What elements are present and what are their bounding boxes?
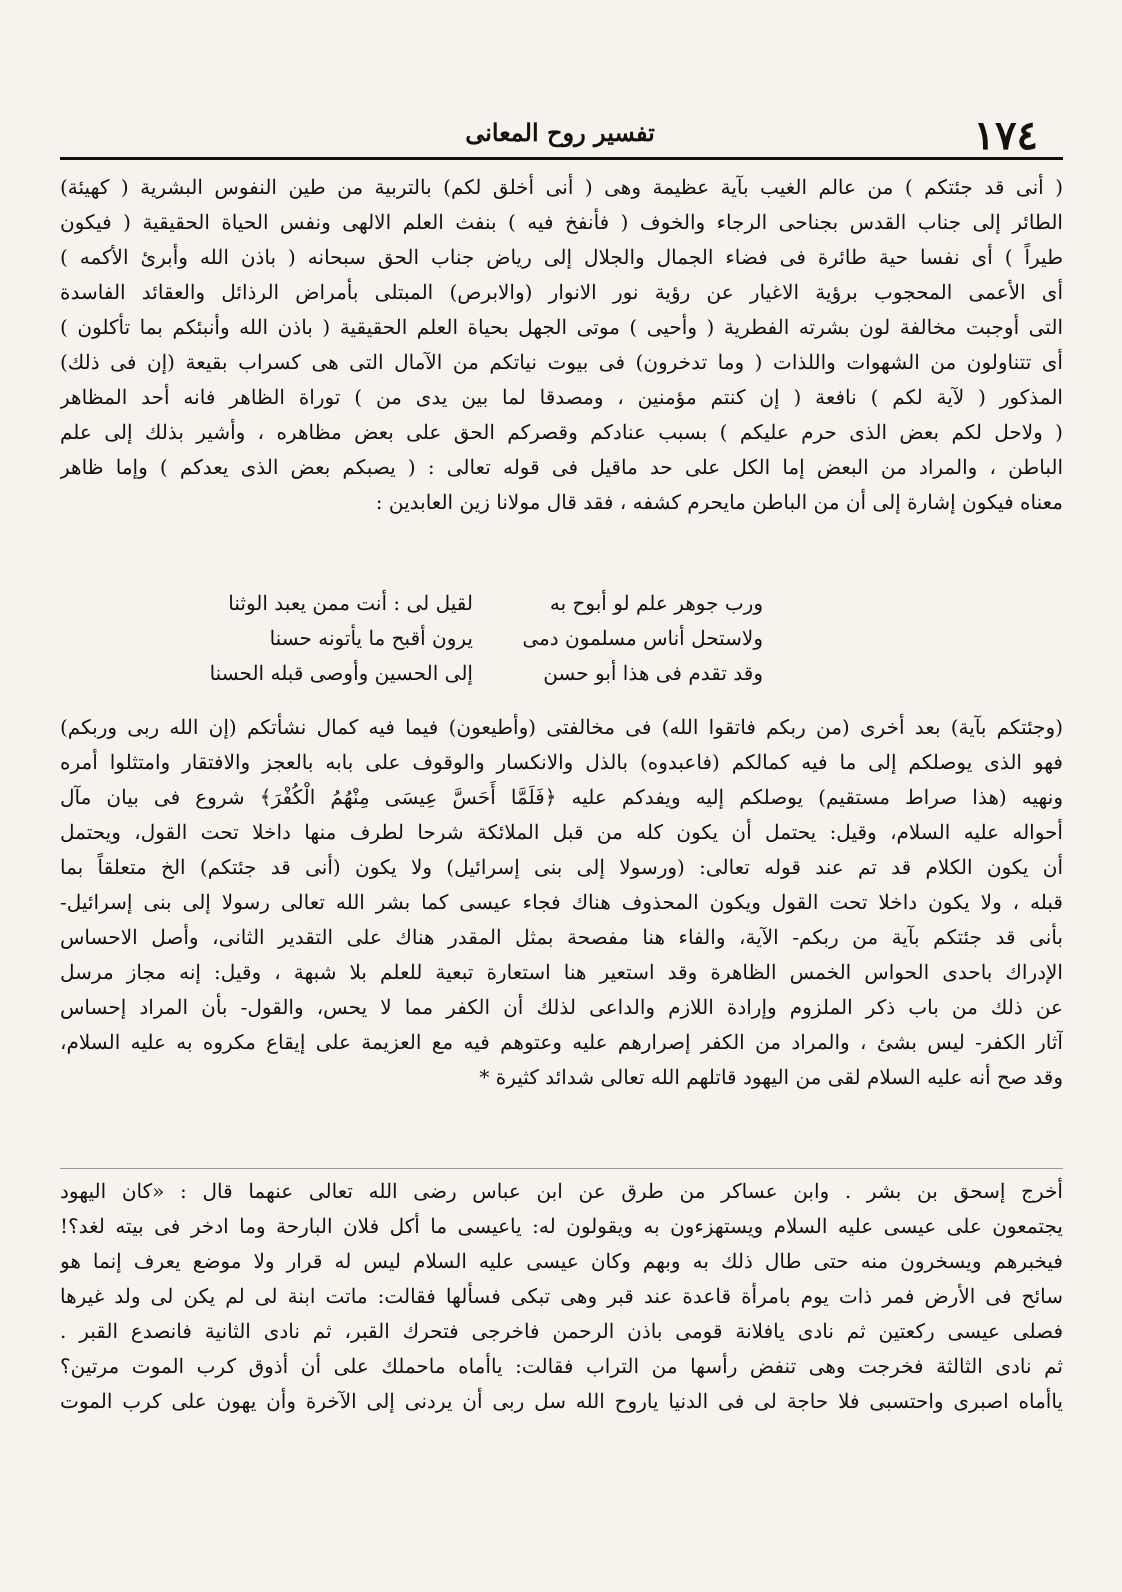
text-line: (وجئتكم بآية) بعد أخرى (من ربكم فاتقوا الله) فى مخالفتى (وأطيعون) فيما فيه كمال نشأتكم (إن الله ربى وربكم) [60,715,1063,739]
poem-hemistich: إلى الحسين وأوصى قبله الحسنا [209,661,473,685]
text-line: أن يكون الكلام قد تم عند قوله تعالى: (ورسولا إلى بنى إسرائيل) ولا يكون (أنى قد جئتكم) الخ متعلقاً بما [60,855,1063,879]
text-line: أى الأعمى المحجوب برؤية الاغيار عن رؤية نور الانوار (والابرص) المبتلى بأمراض الرذائل والعقائد الفاسدة [60,280,1063,304]
text-line: أى تتناولون من الشهوات واللذات ( وما تدخرون) فى بيوت نياتكم من الآمال التى هى كسراب بقيعة (إن فى ذلك) [60,350,1063,374]
text-line: التى أوجبت مخالفة لون بشرته الفطرية ( وأحيى ) موتى الجهل بحياة العلم الحقيقية ( باذن الله وأنبئكم بما تأكلون ) [60,315,1063,339]
text-line: بأنى قد جئتكم بآية من ربكم- الآية، والفاء هنا مفصحة بمثل المقدر هناك على التقدير الثانى، وأصل الاحساس [60,925,1063,949]
commentary-block-2 [60,710,1063,1095]
poem-verse [60,586,1063,621]
poem-hemistich: يرون أقبح ما يأتونه حسنا [269,626,473,650]
running-title: تفسير روح المعانى [465,118,655,147]
poem-verses [60,586,1063,691]
page-number: ١٧٤ [973,112,1038,159]
header-rule [60,157,1063,160]
poem-hemistich: ولاستحل أناس مسلمون دمى [522,626,763,650]
section-divider [60,1168,1063,1169]
text-line: الباطن ، والمراد من البعض إما الكل على حد ماقيل فى قوله تعالى : ( يصبكم بعض الذى يعدكم ) وإما ظاهر [60,455,1063,479]
text-line: فيخبرهم ويسخرون منه حتى طال ذلك به وبهم وكان عيسى عليه السلام ليس له قرار ولا موضع يعرف إنما هو [60,1249,1063,1273]
text-line: الإدراك باحدى الحواس الخمس الظاهرة وقد استعير هنا استعارة تبعية للعلم بلا شبهة ، وقيل: إنه مجاز مرسل [60,960,1063,984]
poem-hemistich: ورب جوهر علم لو أبوح به [549,591,763,615]
poem-hemistich: وقد تقدم فى هذا أبو حسن [543,661,763,685]
text-line: أحواله عليه السلام، وقيل: يحتمل أن يكون كله من قبل الملائكة شرحا لطرف منها داخلا تحت القول، ويحتمل [60,820,1063,844]
text-line: فهو الذى يوصلكم إلى ما فيه كمالكم (فاعبدوه) بالذل والانكسار والوقوف على بابه بالعجز والافتقار وامتثلوا أمره [60,750,1063,774]
narration-block [60,1174,1063,1419]
text-line: ( ولاحل لكم بعض الذى حرم عليكم ) بسبب عنادكم وقصركم الحق على بعض مظاهره ، وأشير بذلك إلى علم [60,420,1063,444]
text-line: معناه فيكون إشارة إلى أن من الباطن مايحرم كشفه ، فقد قال مولانا زين العابدين : [375,490,1063,514]
text-line: يجتمعون على عيسى عليه السلام ويستهزءون به ويقولون له: ياعيسى ما أكل فلان البارحة وما ادخر فى بيته لغد؟! [60,1214,1063,1238]
text-line: فصلى عيسى ركعتين ثم نادى يافلانة قومى باذن الرحمن فاخرجى فتحرك القبر، ثم نادى الثانية فانصدع القبر . [60,1319,1063,1343]
poem-hemistich: لقيل لى : أنت ممن يعبد الوثنا [228,591,473,615]
poem-verse [60,621,1063,656]
text-line: ثم نادى الثالثة فخرجت وهى تنفض رأسها من التراب فقالت: ياأماه ماحملك على أن أذوق كرب الموت مرتين؟ [60,1354,1063,1378]
page-header [60,108,1060,160]
text-line: آثار الكفر- ليس بشئ ، والمراد من الكفر إصرارهم عليه وعتوهم فيه مع العزيمة على إيقاع مكروه به عليه السلام، [60,1030,1063,1054]
text-line: وقد صح أنه عليه السلام لقى من اليهود قاتلهم الله تعالى شدائد كثيرة * [479,1065,1063,1089]
text-line: الطائر إلى جناب القدس بجناحى الرجاء والخوف ( فأنفخ فيه ) بنفث العلم الالهى ونفس الحياة الحقيقية ( فيكون [60,210,1063,234]
text-line: ونهيه (هذا صراط مستقيم) يوصلكم إليه ويفدكم عليه ﴿فَلَمَّا أَحَسَّ عِيسَى مِنْهُمُ الْكُفْرَ﴾ شروع فى بيان مآل [60,785,1063,809]
text-line: ياأماه اصبرى واحتسبى فلا حاجة لى فى الدنيا ياروح الله سل ربى أن يردنى إلى الآخرة وأن يهون على كرب الموت [60,1389,1063,1413]
commentary-block-1 [60,170,1063,520]
text-line: طيراً ) أى نفسا حية طائرة فى فضاء الجمال والجلال إلى رياض جناب الحق سبحانه ( باذن الله وأبرئ الأكمه ) [60,245,1063,269]
text-line: سائح فى الأرض فمر ذات يوم بامرأة قاعدة عند قبر وهى تبكى فسألها فقالت: ماتت ابنة لى لم يكن لى ولد غيرها [60,1284,1063,1308]
text-line: ( أنى قد جئتكم ) من عالم الغيب بآية عظيمة وهى ( أنى أخلق لكم) بالتربية من طين النفوس البشرية ( كهيئة) [60,175,1063,199]
text-line: أخرج إسحق بن بشر . وابن عساكر من طرق عن ابن عباس رضى الله تعالى عنهما قال : «كان اليهود [60,1179,1063,1203]
text-line: المذكور ( لآية لكم ) نافعة ( إن كنتم مؤمنين ، ومصدقا لما بين يدى من ) توراة الظاهر فانه أحد المظاهر [60,385,1063,409]
poem-verse [60,656,1063,691]
text-line: قبله ، ولا يكون داخلا تحت القول ويكون المحذوف هناك فجاء عيسى كما بشر الله تعالى رسولا إلى بنى إسرائيل- [60,890,1063,914]
text-line: عن ذلك من باب ذكر الملزوم وإرادة اللازم والداعى لذلك أن الكفر مما لا يحس، والقول- بأن المراد إحساس [60,995,1063,1019]
